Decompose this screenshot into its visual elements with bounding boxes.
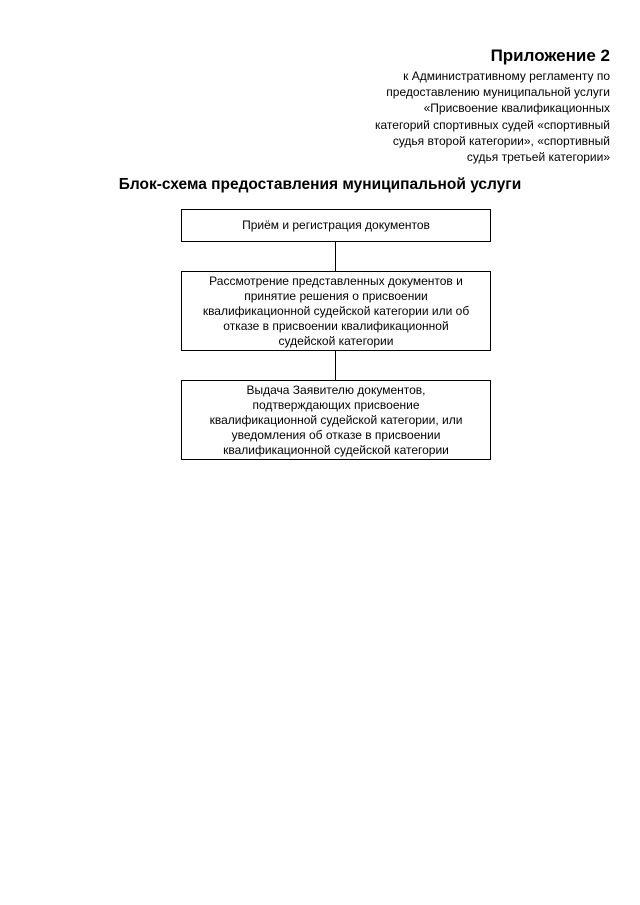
step-issuance-box	[181, 380, 491, 460]
appendix-note-line: «Присвоение квалификационных	[423, 101, 610, 116]
appendix-note-line: к Административному регламенту по	[403, 69, 610, 83]
flow-connector-line	[335, 351, 336, 380]
step-text-line: квалификационной судейской категории или об	[202, 303, 470, 318]
step-text-line: Выдача Заявителю документов,	[246, 382, 426, 397]
step-text-line: Приём и регистрация документов	[242, 218, 430, 232]
step-reception-box	[181, 209, 491, 242]
flow-connector-line	[335, 242, 336, 271]
appendix-note-line: категорий спортивных судей «спортивный	[374, 117, 610, 132]
step-text-line: квалификационной судейской категории	[223, 442, 449, 457]
scheme-title: Блок-схема предоставления муниципальной услуги	[118, 176, 522, 193]
appendix-note-line: предоставлению муниципальной услуги	[386, 85, 610, 100]
appendix-note-line: судья второй категории», «спортивный	[392, 133, 610, 148]
step-text-line: судейской категории	[278, 333, 394, 348]
step-text-line: Рассмотрение представленных документов и	[209, 273, 463, 288]
step-text-line: принятие решения о присвоении	[244, 288, 428, 303]
step-text-line: уведомления об отказе в присвоении	[231, 427, 441, 442]
step-review-box	[181, 271, 491, 351]
step-text-line: отказе в присвоении квалификационной	[223, 318, 449, 333]
appendix-note	[320, 68, 610, 165]
appendix-heading: Приложение 2	[490, 46, 610, 65]
step-text-line: квалификационной судейской категории, или	[209, 412, 463, 427]
appendix-note-line: судья третьей категории»	[466, 150, 610, 165]
step-text-line: подтверждающих присвоение	[252, 397, 420, 412]
